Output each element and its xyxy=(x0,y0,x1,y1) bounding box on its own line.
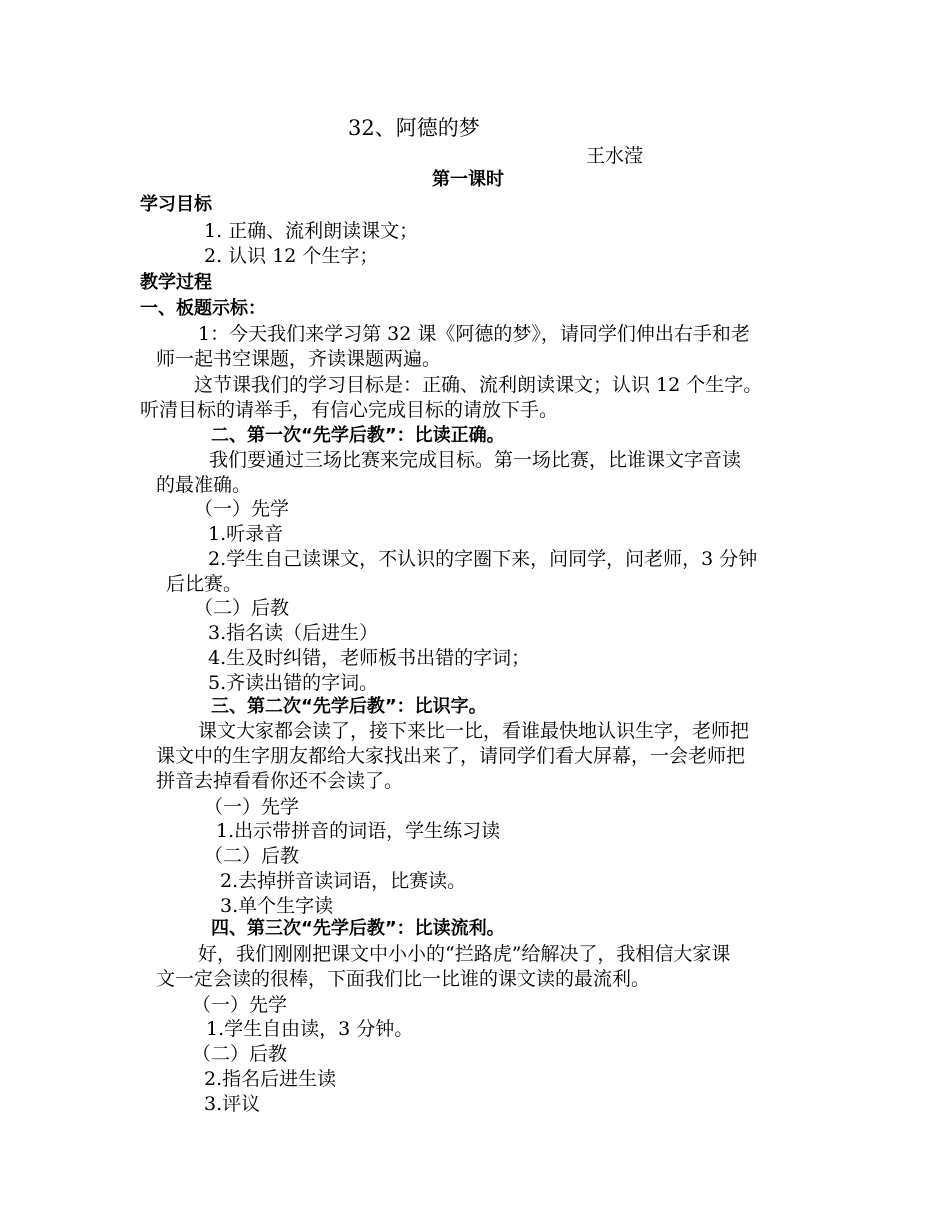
process-heading: 教学过程 xyxy=(140,272,212,293)
section-heading: 一、板题示标： xyxy=(140,298,266,319)
section-heading: 四、第三次“先学后教”：比读流利。 xyxy=(211,918,505,939)
subsection-label: （二）后教 xyxy=(204,845,300,867)
paragraph-line: 1：今天我们来学习第 32 课《阿德的梦》，请同学们伸出右手和老 xyxy=(198,323,750,345)
step-item: 2.学生自己读课文，不认识的字圈下来，问同学，问老师，3 分钟 xyxy=(208,548,758,570)
doc-title: 32、阿德的梦 xyxy=(348,116,480,140)
paragraph-line: 的最准确。 xyxy=(156,474,252,496)
paragraph-line: 课文大家都会读了，接下来比一比，看谁最快地认识生字，老师把 xyxy=(198,720,750,742)
goals-heading: 学习目标 xyxy=(140,194,212,215)
step-item: 1.听录音 xyxy=(208,523,284,545)
paragraph-line: 我们要通过三场比赛来完成目标。第一场比赛，比谁课文字音读 xyxy=(209,449,742,471)
section-heading: 三、第二次“先学后教”：比识字。 xyxy=(211,696,487,717)
step-item: 2.去掉拼音读词语，比赛读。 xyxy=(220,870,467,892)
paragraph-line: 拼音去掉看看你还不会读了。 xyxy=(156,770,404,792)
section-heading: 二、第一次“先学后教”：比读正确。 xyxy=(211,425,505,446)
step-item: 3.单个生字读 xyxy=(220,895,334,917)
paragraph-line: 好，我们刚刚把课文中小小的“拦路虎”给解决了，我相信大家课 xyxy=(198,943,731,965)
goal-item: 2. 认识 12 个生字； xyxy=(204,245,379,267)
subsection-label: （二）后教 xyxy=(194,597,290,619)
subsection-label: （一）先学 xyxy=(194,498,290,520)
lesson-period: 第一课时 xyxy=(432,169,504,190)
subsection-label: （一）先学 xyxy=(192,994,288,1016)
step-item: 1.学生自由读，3 分钟。 xyxy=(206,1018,414,1040)
doc-author: 王水滢 xyxy=(586,145,644,167)
goal-item: 1. 正确、流利朗读课文； xyxy=(204,220,419,242)
step-item: 后比赛。 xyxy=(166,573,243,595)
paragraph-line: 师一起书空课题，齐读课题两遍。 xyxy=(156,348,442,370)
paragraph-line: 听清目标的请举手，有信心完成目标的请放下手。 xyxy=(140,399,559,421)
step-item: 3.指名读（后进生） xyxy=(208,622,379,644)
subsection-label: （一）先学 xyxy=(204,796,300,818)
paragraph-line: 这节课我们的学习目标是：正确、流利朗读课文；认识 12 个生字。 xyxy=(194,374,763,396)
step-item: 1.出示带拼音的词语，学生练习读 xyxy=(216,820,501,842)
step-item: 3.评议 xyxy=(204,1093,261,1115)
step-item: 5.齐读出错的字词。 xyxy=(208,672,379,694)
paragraph-line: 文一定会读的很棒，下面我们比一比谁的课文读的最流利。 xyxy=(156,968,651,990)
paragraph-line: 课文中的生字朋友都给大家找出来了，请同学们看大屏幕，一会老师把 xyxy=(156,745,746,767)
step-item: 2.指名后进生读 xyxy=(204,1068,337,1090)
subsection-label: （二）后教 xyxy=(192,1043,288,1065)
step-item: 4.生及时纠错，老师板书出错的字词； xyxy=(208,647,531,669)
